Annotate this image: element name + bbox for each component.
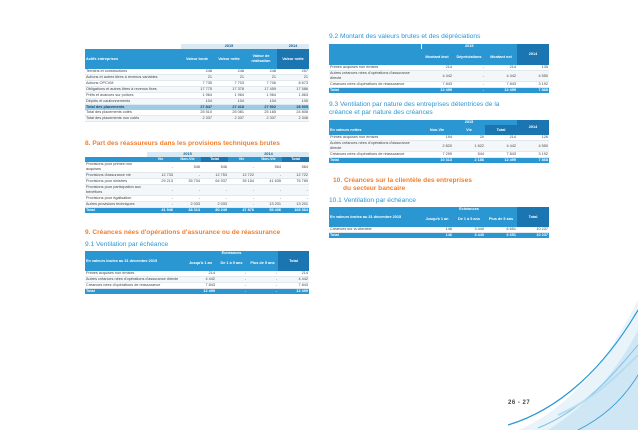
maturities-header: Échéances	[185, 251, 278, 256]
gross-values-body	[329, 65, 549, 93]
cell-value: -	[247, 271, 278, 277]
column-header: Total	[485, 125, 517, 135]
row-label: Autres créances nées d'opérations d'assurance directe	[85, 277, 185, 283]
total-row	[329, 158, 549, 164]
total-label: Total	[329, 88, 421, 94]
cell-value: 214	[421, 65, 453, 71]
table-row	[85, 116, 309, 122]
section-10-title	[333, 177, 549, 193]
row-label: Total des placements non cotés	[85, 116, 181, 122]
total-value: 2 186	[453, 158, 485, 164]
cell-value: -	[216, 271, 247, 277]
gross-values-table	[329, 44, 549, 93]
cell-value: 64 937	[201, 179, 228, 185]
cell-value: 25 510	[181, 110, 213, 116]
column-header-label: En valeurs brutes au 31 décembre 2015	[85, 251, 185, 271]
cell-value: 7 706	[245, 81, 277, 87]
total-row	[85, 289, 309, 295]
receivables-maturity-table	[85, 251, 309, 294]
row-label: Provisions pour sinistres	[85, 179, 147, 185]
cell-value: 214	[485, 135, 517, 141]
column-header-label: En valeurs nettes	[329, 125, 421, 135]
cell-value: 21	[181, 75, 213, 81]
cell-value: 126	[517, 135, 549, 141]
cell-value: 7 843	[185, 283, 216, 289]
section-9-1-subtitle: 9.1 Ventilation par échéance	[85, 241, 169, 248]
row-label: Autres créances nées d'opérations d'assurance directe	[329, 71, 421, 82]
row-label: Total des placements cotés	[85, 110, 181, 116]
right-column	[329, 0, 549, 238]
total-value: 7 868	[517, 158, 549, 164]
row-label: Actions et autres titres à revenus variables	[85, 75, 181, 81]
total-value: 38 313	[174, 208, 201, 214]
cell-value: -	[282, 196, 309, 202]
column-header: Valeur de réalisation	[245, 49, 277, 69]
total-value: 27 847	[181, 105, 213, 111]
cell-value: 4 442	[278, 277, 309, 283]
maturities-header: Échéances	[421, 207, 517, 212]
cell-value: 544	[453, 152, 485, 158]
column-header-total: Total	[517, 207, 549, 227]
total-value: -	[453, 88, 485, 94]
total-row	[329, 88, 549, 94]
column-header: Jusqu'à 1 an	[185, 256, 216, 271]
total-value: 27 502	[245, 105, 277, 111]
cell-value: -	[228, 185, 255, 196]
cell-value: 2 337	[245, 116, 277, 122]
cell-value: 17 586	[277, 87, 309, 93]
total-label: Total	[329, 158, 421, 164]
reinsurers-table	[85, 152, 309, 213]
section-10-title-line2: du secteur bancaire	[343, 185, 406, 192]
total-value: 12 499	[185, 289, 216, 295]
cell-value: 17 459	[245, 87, 277, 93]
row-label: Créances nées d'opérations de réassurance	[329, 152, 421, 158]
total-value: 3 440	[453, 233, 485, 239]
total-value: 47 876	[228, 208, 255, 214]
row-label: Créances nées d'opérations de réassurance	[85, 283, 185, 289]
cell-value: 12 753	[201, 173, 228, 179]
cell-value: 146	[421, 227, 453, 233]
total-label: Total des placements	[85, 105, 181, 111]
cell-value: 105	[277, 99, 309, 105]
cell-value: 104	[181, 99, 213, 105]
cell-value: 12 722	[282, 173, 309, 179]
cell-value: 248	[245, 69, 277, 75]
column-header: De 1 à 5 ans	[453, 212, 485, 227]
cell-value: -	[147, 162, 174, 173]
total-value: 12 499	[421, 88, 453, 94]
column-header: Plus de 5 ans	[485, 212, 517, 227]
row-label: Obligations et autres titres à revenus fixes	[85, 87, 181, 93]
cell-value: 12 722	[228, 173, 255, 179]
total-value: -	[247, 289, 278, 295]
cell-value: -	[255, 196, 282, 202]
cell-value: -	[247, 277, 278, 283]
cell-value: -	[147, 185, 174, 196]
cell-value: 214	[185, 271, 216, 277]
column-header-total: Total	[201, 157, 228, 162]
year-2015-header: 2015	[421, 120, 517, 125]
year-2015-header: 2015	[181, 44, 277, 49]
row-label: Créances sur la clientèle	[329, 227, 421, 233]
cell-value: 2 337	[181, 116, 213, 122]
receivables-maturity-body	[85, 271, 309, 294]
cell-value: 4 550	[517, 141, 549, 152]
total-value: 6 651	[485, 233, 517, 239]
cell-value: 135	[517, 65, 549, 71]
cell-value: 248	[213, 69, 245, 75]
cell-value: -	[228, 202, 255, 208]
cell-value: 35 734	[174, 179, 201, 185]
column-header: Montant brut	[421, 49, 453, 65]
cell-value: 1 964	[245, 93, 277, 99]
total-row	[85, 208, 309, 214]
total-value: 12 499	[485, 158, 517, 164]
cell-value: -	[453, 82, 485, 88]
cell-value: 1 622	[453, 141, 485, 152]
cell-value: -	[282, 185, 309, 196]
year-2014-header: 2014	[517, 120, 549, 135]
column-header-total: Total	[278, 251, 309, 271]
cell-value: 214	[485, 65, 517, 71]
cell-value: 29 213	[147, 179, 174, 185]
table-row	[329, 141, 549, 152]
cell-value: -	[174, 173, 201, 179]
cell-value: 7 843	[485, 82, 517, 88]
row-label: Primes acquises non émises	[85, 271, 185, 277]
cell-value: 13 201	[282, 202, 309, 208]
total-value: 10 237	[517, 233, 549, 239]
table-row	[85, 162, 309, 173]
left-column	[85, 0, 309, 294]
cell-value: 104	[213, 99, 245, 105]
cell-value: 248	[181, 69, 213, 75]
nature-breakdown-table	[329, 120, 549, 163]
cell-value: 7 843	[278, 283, 309, 289]
table-row	[329, 71, 549, 82]
cell-value: 7 843	[421, 82, 453, 88]
cell-value: 257	[277, 69, 309, 75]
cell-value: 21	[213, 75, 245, 81]
cell-value: 2 033	[201, 202, 228, 208]
cell-value: -	[147, 196, 174, 202]
cell-value: 7 299	[421, 152, 453, 158]
row-label: Provisions pour participation aux bénéfices	[85, 185, 147, 196]
total-label: Total	[85, 208, 147, 214]
total-value: 27 418	[213, 105, 245, 111]
cell-value: 21	[245, 75, 277, 81]
decorative-waves	[478, 210, 638, 430]
section-9-2-title: 9.2 Montant des valeurs brutes et des dépréciations	[329, 33, 481, 40]
total-value: 7 868	[517, 88, 549, 94]
table-row	[85, 179, 309, 185]
cell-value: -	[147, 202, 174, 208]
section-10-title-line1: 10. Créances sur la clientèle des entreprises	[333, 177, 472, 184]
row-label: Prêts et avances sur polices	[85, 93, 181, 99]
cell-value: 214	[278, 271, 309, 277]
row-label: Terrains et constructions	[85, 69, 181, 75]
cell-value: 25 165	[245, 110, 277, 116]
table-row	[85, 185, 309, 196]
row-label: Actions OPCVM	[85, 81, 181, 87]
cell-value: -	[216, 277, 247, 283]
cell-value: 4 442	[421, 71, 453, 82]
column-header: Montant net	[485, 49, 517, 65]
year-2015-header: 2015	[147, 152, 228, 157]
cell-value: 4 550	[517, 71, 549, 82]
total-value: 41 946	[147, 208, 174, 214]
cell-value: 564	[255, 162, 282, 173]
cell-value: 17 775	[181, 87, 213, 93]
cell-value: 7 735	[181, 81, 213, 87]
row-label: Primes acquises non émises	[329, 135, 421, 141]
cell-value: 13 201	[255, 202, 282, 208]
year-2014-header: 2014	[517, 44, 549, 65]
row-label: Autres provisions techniques	[85, 202, 147, 208]
cell-value: 7 703	[213, 81, 245, 87]
cell-value: 104	[245, 99, 277, 105]
nature-breakdown-body	[329, 135, 549, 163]
cell-value: -	[174, 196, 201, 202]
reinsurers-body	[85, 162, 309, 213]
total-value: 146	[421, 233, 453, 239]
total-value: 55 436	[255, 208, 282, 214]
section-8-title: 8. Part des réassureurs dans les provisions techniques brutes	[85, 140, 280, 147]
cell-value: -	[201, 196, 228, 202]
cell-value: -	[216, 283, 247, 289]
column-header-total: Total	[282, 157, 309, 162]
section-9-3-title: 9.3 Ventilation par nature des entreprises détentrices de la créance et par nature des créances	[329, 101, 500, 116]
cell-value: -	[228, 196, 255, 202]
section-10-1-subtitle: 10.1 Ventilation par échéance	[329, 197, 416, 204]
cell-value: 35 154	[228, 179, 255, 185]
row-label: Dépôts et cautionnements	[85, 99, 181, 105]
column-header: Jusqu'à 1 an	[421, 212, 453, 227]
column-header-vie: Vie	[147, 157, 174, 162]
cell-value: 1 964	[181, 93, 213, 99]
total-value: 10 313	[421, 158, 453, 164]
cell-value: 2 033	[174, 202, 201, 208]
column-header: Valeur nette	[213, 49, 245, 69]
total-value: 80 249	[201, 208, 228, 214]
table-row	[85, 202, 309, 208]
total-value: 12 499	[278, 289, 309, 295]
row-label: Primes acquises non émises	[329, 65, 421, 71]
cell-value: -	[255, 185, 282, 196]
cell-value: 25 081	[213, 110, 245, 116]
placements-body	[85, 69, 309, 122]
row-label: Créances nées d'opérations de réassurance	[329, 82, 421, 88]
cell-value: 41 635	[255, 179, 282, 185]
cell-value: 1 964	[213, 93, 245, 99]
cell-value: 546	[174, 162, 201, 173]
total-label: Total	[329, 233, 421, 239]
cell-value: 6 651	[485, 227, 517, 233]
column-header: Dépréciations	[453, 49, 485, 65]
year-2014-header: 2014	[277, 44, 309, 49]
column-header-label: En valeurs brutes au 31 décembre 2015	[329, 207, 421, 227]
cell-value: 4 442	[485, 141, 517, 152]
column-header-nonvie: Non-Vie	[255, 157, 282, 162]
year-2015-header: 2015	[421, 44, 517, 49]
row-label: Provisions pour égalisation	[85, 196, 147, 202]
total-label: Total	[85, 289, 185, 295]
page-number: 26 - 27	[508, 400, 531, 406]
row-label: Autres créances nées d'opérations d'assurance directe	[329, 141, 421, 152]
cell-value: 4 442	[185, 277, 216, 283]
column-header: Plus de 5 ans	[247, 256, 278, 271]
column-header: Non-Vie	[421, 125, 453, 135]
cell-value: 3 192	[517, 82, 549, 88]
cell-value: 12 733	[147, 173, 174, 179]
cell-value: 2 346	[277, 116, 309, 122]
cell-value: 76 789	[282, 179, 309, 185]
cell-value: 564	[282, 162, 309, 173]
year-2014-header: 2014	[228, 152, 309, 157]
section-9-title: 9. Créances nées d'opérations d'assurance ou de réassurance	[85, 229, 281, 236]
cell-value: 10 237	[517, 227, 549, 233]
row-label: Provisions d'assurance vie	[85, 173, 147, 179]
column-header-label: Actifs entreprises	[85, 49, 181, 69]
cell-value: 2 820	[421, 141, 453, 152]
cell-value: 2 337	[213, 116, 245, 122]
cell-value: 546	[201, 162, 228, 173]
cell-value: 20	[453, 135, 485, 141]
cell-value: 24 808	[277, 110, 309, 116]
cell-value: 194	[421, 135, 453, 141]
column-header: Vie	[453, 125, 485, 135]
cell-value: -	[255, 173, 282, 179]
row-label: Provisions pour primes non acquises	[85, 162, 147, 173]
cell-value: -	[174, 185, 201, 196]
total-value: 28 505	[277, 105, 309, 111]
cell-value: 8 673	[277, 81, 309, 87]
total-value: -	[216, 289, 247, 295]
cell-value: 7 843	[485, 152, 517, 158]
cell-value: -	[228, 162, 255, 173]
column-header: Valeur brute	[181, 49, 213, 69]
total-value: 12 499	[485, 88, 517, 94]
cell-value: -	[453, 71, 485, 82]
cell-value: 1 863	[277, 93, 309, 99]
cell-value: 17 378	[213, 87, 245, 93]
cell-value: -	[201, 185, 228, 196]
cell-value: 3 192	[517, 152, 549, 158]
placements-table	[85, 44, 309, 122]
column-header: Valeur nette	[277, 49, 309, 69]
column-header: De 1 à 5 ans	[216, 256, 247, 271]
cell-value: -	[453, 65, 485, 71]
column-header-vie: Vie	[228, 157, 255, 162]
cell-value: 21	[277, 75, 309, 81]
column-header-nonvie: Non-Vie	[174, 157, 201, 162]
total-value: 103 364	[282, 208, 309, 214]
cell-value: 4 442	[485, 71, 517, 82]
cell-value: -	[247, 283, 278, 289]
cell-value: 3 440	[453, 227, 485, 233]
